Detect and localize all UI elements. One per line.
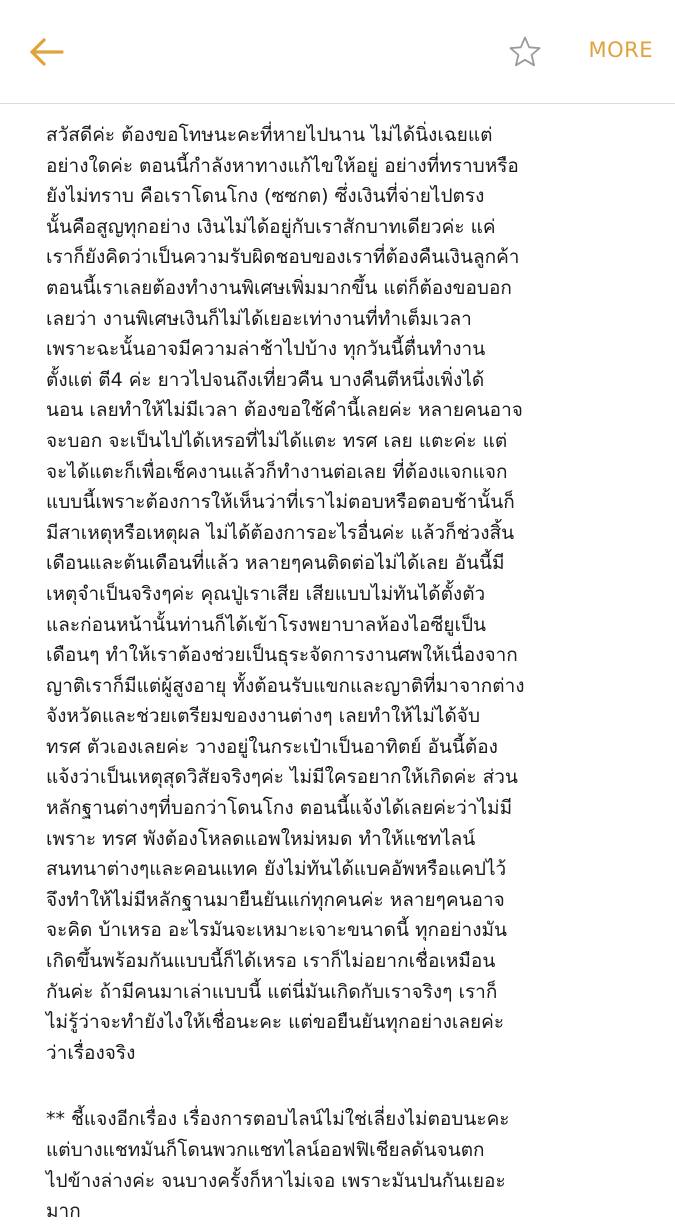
- note-line: ตั้งแต่ ตี4 ค่ะ ยาวไปจนถึงเที่ยวคืน บางคืนตีหนึ่งเพิ่งได้: [46, 368, 485, 391]
- favorite-button[interactable]: [503, 34, 547, 74]
- note-line: แจ้งว่าเป็นเหตุสุดวิสัยจริงๆค่ะ ไม่มีใครอยากให้เกิดค่ะ ส่วน: [46, 766, 518, 789]
- note-line: ทรศ ตัวเองเลยค่ะ วางอยู่ในกระเป๋าเป็นอาทิตย์ อันนี้ต้อง: [46, 735, 498, 758]
- note-paragraph-1: [46, 120, 649, 1068]
- note-line: ว่าเรื่องจริง: [46, 1041, 136, 1064]
- note-line: และก่อนหน้านั้นท่านก็ได้เข้าโรงพยาบาลห้องไอซียูเป็น: [46, 613, 487, 636]
- note-line: จะบอก จะเป็นไปได้เหรอที่ไม่ได้แตะ ทรศ เลย แตะค่ะ แต่: [46, 429, 508, 452]
- arrow-left-icon: [28, 37, 64, 71]
- note-line: เดือนและต้นเดือนที่แล้ว หลายๆคนติดต่อไม่ได้เลย อันนี้มี: [46, 552, 505, 575]
- note-line: เราก็ยังคิดว่าเป็นความรับผิดชอบของเราที่ต้องคืนเงินลูกค้า: [46, 246, 520, 269]
- note-line: ยังไม่ทราบ คือเราโดนโกง (ซซกต) ซึ่งเงินที่จ่ายไปตรง: [46, 185, 485, 208]
- note-line: ตอนนี้เราเลยต้องทำงานพิเศษเพิ่มมากขึ้น แต่ก็ต้องขอบอก: [46, 276, 512, 299]
- note-line: จังหวัดและช่วยเตรียมของงานต่างๆ เลยทำให้ไม่ได้จับ: [46, 705, 481, 728]
- top-toolbar: [0, 0, 675, 104]
- note-line: อย่างใดค่ะ ตอนนี้กำลังหาทางแก้ไขให้อยู่ อย่างที่ทราบหรือ: [46, 154, 519, 177]
- note-line: สนทนาต่างๆและคอนแทค ยังไม่ทันได้แบคอัพหรือแคปไว้: [46, 858, 507, 881]
- more-button[interactable]: MORE: [588, 38, 653, 62]
- note-paragraph-2: [46, 1104, 649, 1226]
- note-line: เกิดขึ้นพร้อมกันแบบนี้ก็ได้เหรอ เราก็ไม่อยากเชื่อเหมือน: [46, 950, 496, 973]
- note-line: เดือนๆ ทำให้เราต้องช่วยเป็นธุระจัดการงานศพให้เนื่องจาก: [46, 644, 518, 667]
- note-line: เลยว่า งานพิเศษเงินก็ไม่ได้เยอะเท่างานที่ทำเต็มเวลา: [46, 307, 472, 330]
- note-line: ** ชี้แจงอีกเรื่อง เรื่องการตอบไลน์ไม่ใช่เลี่ยงไม่ตอบนะคะ: [46, 1108, 510, 1131]
- note-line: กันค่ะ ถ้ามีคนมาเล่าแบบนี้ แต่นี่มันเกิดกับเราจริงๆ เราก็: [46, 980, 498, 1003]
- back-button[interactable]: [24, 32, 68, 76]
- note-line: ญาติเราก็มีแต่ผู้สูงอายุ ทั้งต้อนรับแขกและญาติที่มาจากต่าง: [46, 674, 525, 697]
- note-line: นั้นคือสูญทุกอย่าง เงินไม่ได้อยู่กับเราสักบาทเดียวค่ะ แค่: [46, 215, 496, 238]
- note-line: สวัสดีค่ะ ต้องขอโทษนะคะที่หายไปนาน ไม่ได้นิ่งเฉยแต่: [46, 124, 493, 146]
- note-line: มีสาเหตุหรือเหตุผล ไม่ได้ต้องการอะไรอื่นค่ะ แล้วก็ช่วงสิ้น: [46, 521, 515, 544]
- note-line: แต่บางแชทมันก็โดนพวกแชทไลน์ออฟฟิเชียลดันจนตก: [46, 1139, 485, 1161]
- note-body: [0, 104, 675, 1227]
- note-line: จะคิด บ้าเหรอ อะไรมันจะเหมาะเจาะขนาดนี้ ทุกอย่างมัน: [46, 919, 508, 942]
- note-line: ไปข้างล่างค่ะ จนบางครั้งก็หาไม่เจอ เพราะมันปนกันเยอะ: [46, 1169, 506, 1192]
- note-line: ไม่รู้ว่าจะทำยังไงให้เชื่อนะคะ แต่ขอยืนยันทุกอย่างเลยค่ะ: [46, 1011, 505, 1034]
- note-line: เพราะฉะนั้นอาจมีความล่าช้าไปบ้าง ทุกวันนี้ตื่นทำงาน: [46, 338, 486, 361]
- note-line: แบบนี้เพราะต้องการให้เห็นว่าที่เราไม่ตอบหรือตอบช้านั้นก็: [46, 491, 515, 514]
- note-line: เหตุจำเป็นจริงๆค่ะ คุณปู่เราเสีย เสียแบบไม่ทันได้ตั้งตัว: [46, 582, 486, 605]
- note-line: จะได้แตะก็เพื่อเช็คงานแล้วก็ทำงานต่อเลย ที่ต้องแจกแจก: [46, 460, 508, 483]
- star-outline-icon: [508, 35, 542, 73]
- note-line: จึงทำให้ไม่มีหลักฐานมายืนยันแก่ทุกคนค่ะ หลายๆคนอาจ: [46, 888, 505, 911]
- note-line: หลักฐานต่างๆที่บอกว่าโดนโกง ตอนนี้แจ้งได้เลยค่ะว่าไม่มี: [46, 797, 513, 820]
- note-line: เพราะ ทรศ พังต้องโหลดแอพใหม่หมด ทำให้แชทไลน์: [46, 827, 476, 850]
- note-line: นอน เลยทำให้ไม่มีเวลา ต้องขอใช้คำนี้เลยค่ะ หลายคนอาจ: [46, 399, 523, 422]
- note-line: มาก: [46, 1200, 81, 1223]
